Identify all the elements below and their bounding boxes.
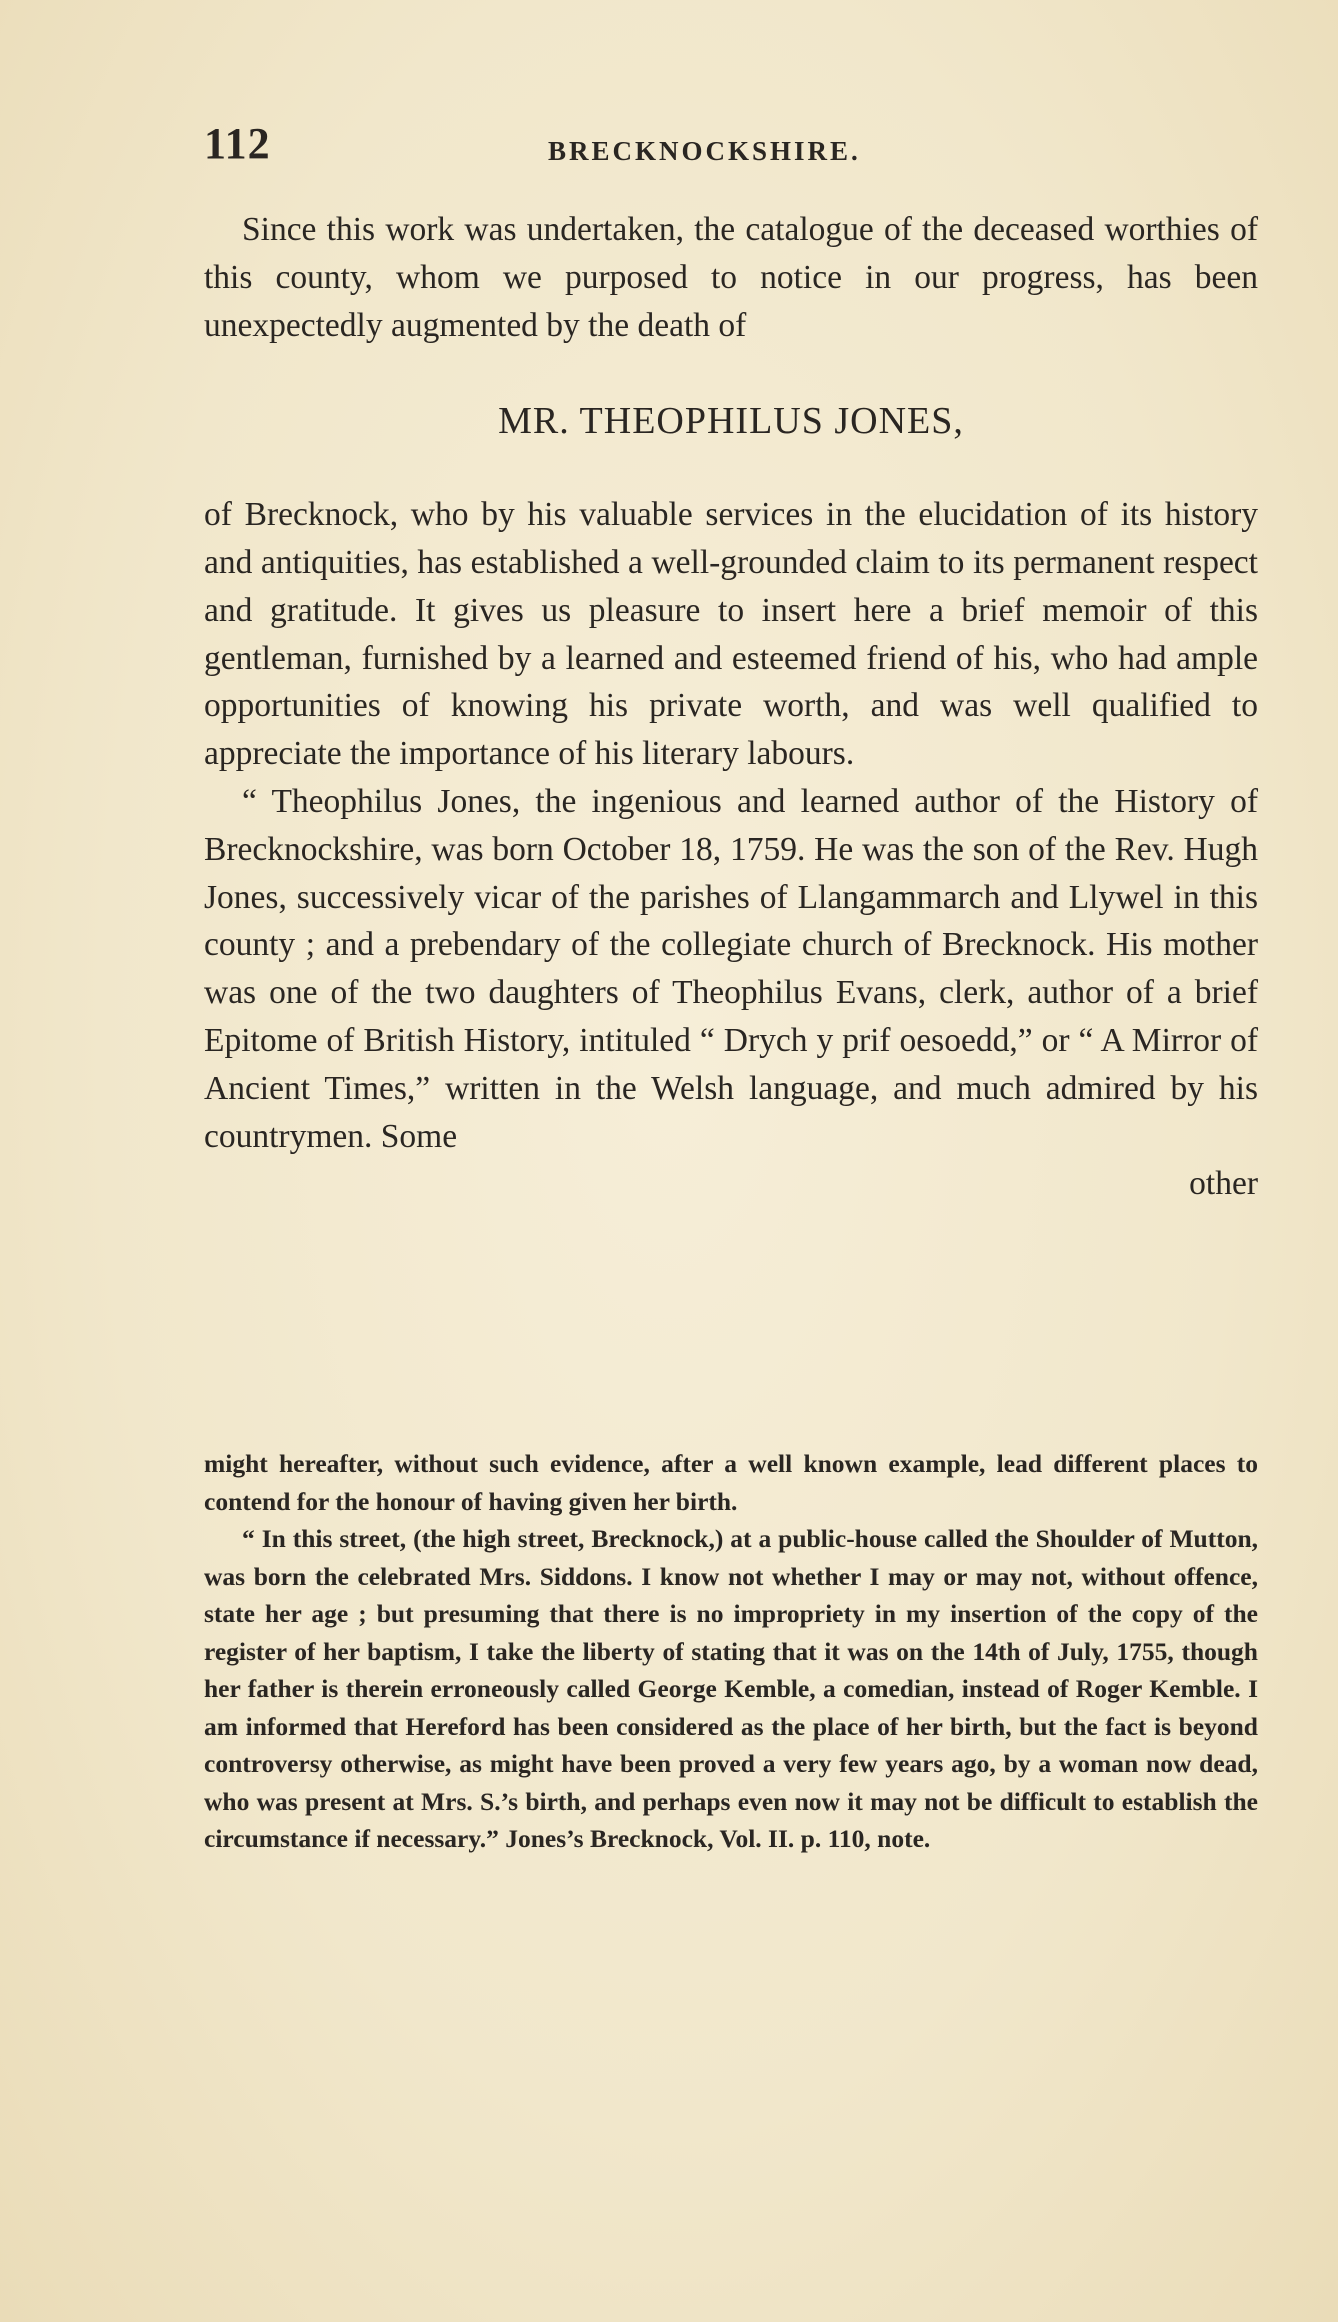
footnote-quotation: “ In this street, (the high street, Brecknock,) at a public-house called the Shoulder of Mutton, was born the celebrated Mrs. Siddons. I know not whether I may or may not, without offence, state her age ; but presuming that there is no impropriety in my insertion of the copy of the register of her baptism, I take the liberty of stating that it was on the 14th of July, 1755, though her father is therein erroneously called George Kemble, a comedian, instead of Roger Kemble. I am informed that Hereford has been considered as the place of her birth, but the fact is beyond controversy otherwise, as might have been proved a very few years ago, by a woman now dead, who was present at Mrs. S.’s birth, and perhaps even now it may not be difficult to establish the circumstance if necessary.” Jones’s Brecknock, Vol. II. p. 110, note. (204, 1524, 1258, 1853)
page-number: 112 (204, 119, 271, 168)
main-text (204, 206, 1258, 1208)
intro-paragraph: Since this work was undertaken, the catalogue of the deceased worthies of this county, whom we purposed to notice in our progress, has been unexpectedly augmented by the death of (204, 211, 1258, 344)
section-heading: MR. THEOPHILUS JONES, (498, 400, 964, 443)
running-head: BRECKNOCKSHIRE. (548, 136, 861, 166)
paragraph-after-heading: of Brecknock, who by his valuable services in the elucidation of its history and antiquities, has established a well-grounded claim to its permanent respect and gratitude. It gives us pleasure to insert here a brief memoir of this gentleman, furnished by a learned and esteemed friend of his, who had ample opportunities of knowing his private worth, and was well qualified to appreciate the importance of his literary labours. (204, 496, 1258, 773)
footnotes (204, 1445, 1258, 1858)
catch-word: other (1189, 1165, 1258, 1203)
footnote-continued: might hereafter, without such evidence, after a well known example, lead different places to contend for the honour of having given her birth. (204, 1449, 1258, 1516)
page-header (204, 118, 1184, 178)
memoir-paragraph: “ Theophilus Jones, the ingenious and learned author of the History of Brecknockshire, was born October 18, 1759. He was the son of the Rev. Hugh Jones, successively vicar of the parishes of Llangammarch and Llywel in this county ; and a prebendary of the collegiate church of Brecknock. His mother was one of the two daughters of Theophilus Evans, clerk, author of a brief Epitome of British History, intituled “ Drych y prif oesoedd,” or “ A Mirror of Ancient Times,” written in the Welsh language, and much admired by his countrymen. Some (204, 782, 1258, 1155)
